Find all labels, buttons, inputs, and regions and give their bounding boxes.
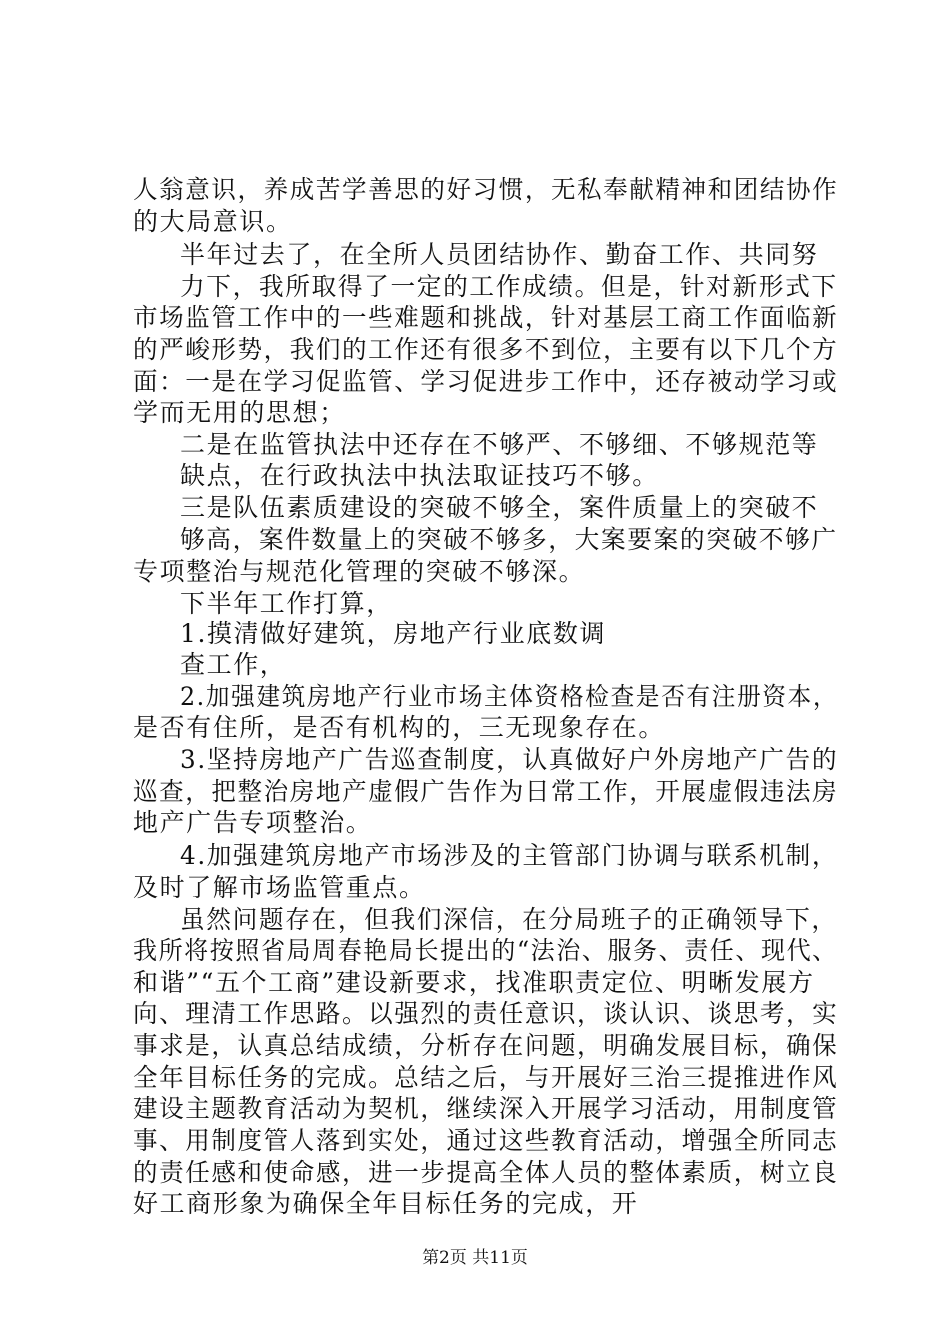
text-line: 向、理清工作思路。以强烈的责任意识，谈认识、谈思考，实 bbox=[133, 999, 839, 1028]
text-line: 缺点，在行政执法中执法取证技巧不够。 bbox=[180, 461, 659, 490]
text-line: 够高，案件数量上的突破不够多，大案要案的突破不够广 bbox=[180, 525, 838, 554]
text-line: 和谐”“五个工商”建设新要求，找准职责定位、明晰发展方 bbox=[133, 968, 815, 997]
text-line: 是否有住所，是否有机构的，三无现象存在。 bbox=[133, 713, 666, 742]
text-line: 二是在监管执法中还存在不够严、不够细、不够规范等 bbox=[180, 430, 819, 459]
text-line: 事求是，认真总结成绩，分析存在问题，明确发展目标，确保 bbox=[133, 1031, 839, 1060]
text-line: 三是队伍素质建设的突破不够全，案件质量上的突破不 bbox=[180, 493, 819, 522]
text-line: 专项整治与规范化管理的突破不够深。 bbox=[133, 557, 586, 586]
text-line: 3.坚持房地产广告巡查制度，认真做好户外房地产广告的 bbox=[180, 745, 839, 774]
text-line: 的严峻形势，我们的工作还有很多不到位，主要有以下几个方 bbox=[133, 335, 839, 364]
text-line: 的责任感和使命感，进一步提高全体人员的整体素质，树立良 bbox=[133, 1158, 839, 1187]
text-line: 4.加强建筑房地产市场涉及的主管部门协调与联系机制， bbox=[180, 841, 839, 870]
text-line: 建设主题教育活动为契机，继续深入开展学习活动，用制度管 bbox=[133, 1094, 839, 1123]
text-line: 力下，我所取得了一定的工作成绩。但是，针对新形式下 bbox=[180, 272, 838, 301]
text-line: 人翁意识，养成苦学善思的好习惯，无私奉献精神和团结协作 bbox=[133, 175, 839, 204]
text-line: 的大局意识。 bbox=[133, 207, 293, 236]
text-line: 1.摸清做好建筑，房地产行业底数调 bbox=[180, 619, 607, 648]
text-line: 地产广告专项整治。 bbox=[133, 808, 373, 837]
text-line: 巡查，把整治房地产虚假广告作为日常工作，开展虚假违法房 bbox=[133, 777, 839, 806]
text-line: 全年目标任务的完成。总结之后，与开展好三治三提推进作风 bbox=[133, 1063, 839, 1092]
page-footer: 第2页 共11页 bbox=[422, 1248, 528, 1268]
text-line: 面：一是在学习促监管、学习促进步工作中，还存被动学习或 bbox=[133, 367, 839, 396]
text-line: 虽然问题存在，但我们深信，在分局班子的正确领导下， bbox=[180, 905, 838, 934]
text-line: 学而无用的思想； bbox=[133, 398, 346, 427]
text-line: 事、用制度管人落到实处，通过这些教育活动，增强全所同志 bbox=[133, 1126, 839, 1155]
text-line: 2.加强建筑房地产行业市场主体资格检查是否有注册资本， bbox=[180, 682, 839, 711]
text-line: 我所将按照省局周春艳局长提出的“法治、服务、责任、现代、 bbox=[133, 936, 838, 965]
text-line: 查工作， bbox=[180, 650, 287, 679]
text-line: 市场监管工作中的一些难题和挑战，针对基层工商工作面临新 bbox=[133, 303, 839, 332]
text-line: 及时了解市场监管重点。 bbox=[133, 873, 426, 902]
text-line: 下半年工作打算， bbox=[180, 589, 393, 618]
text-line: 好工商形象为确保全年目标任务的完成，开 bbox=[133, 1189, 639, 1218]
text-line: 半年过去了，在全所人员团结协作、勤奋工作、共同努 bbox=[180, 240, 819, 269]
